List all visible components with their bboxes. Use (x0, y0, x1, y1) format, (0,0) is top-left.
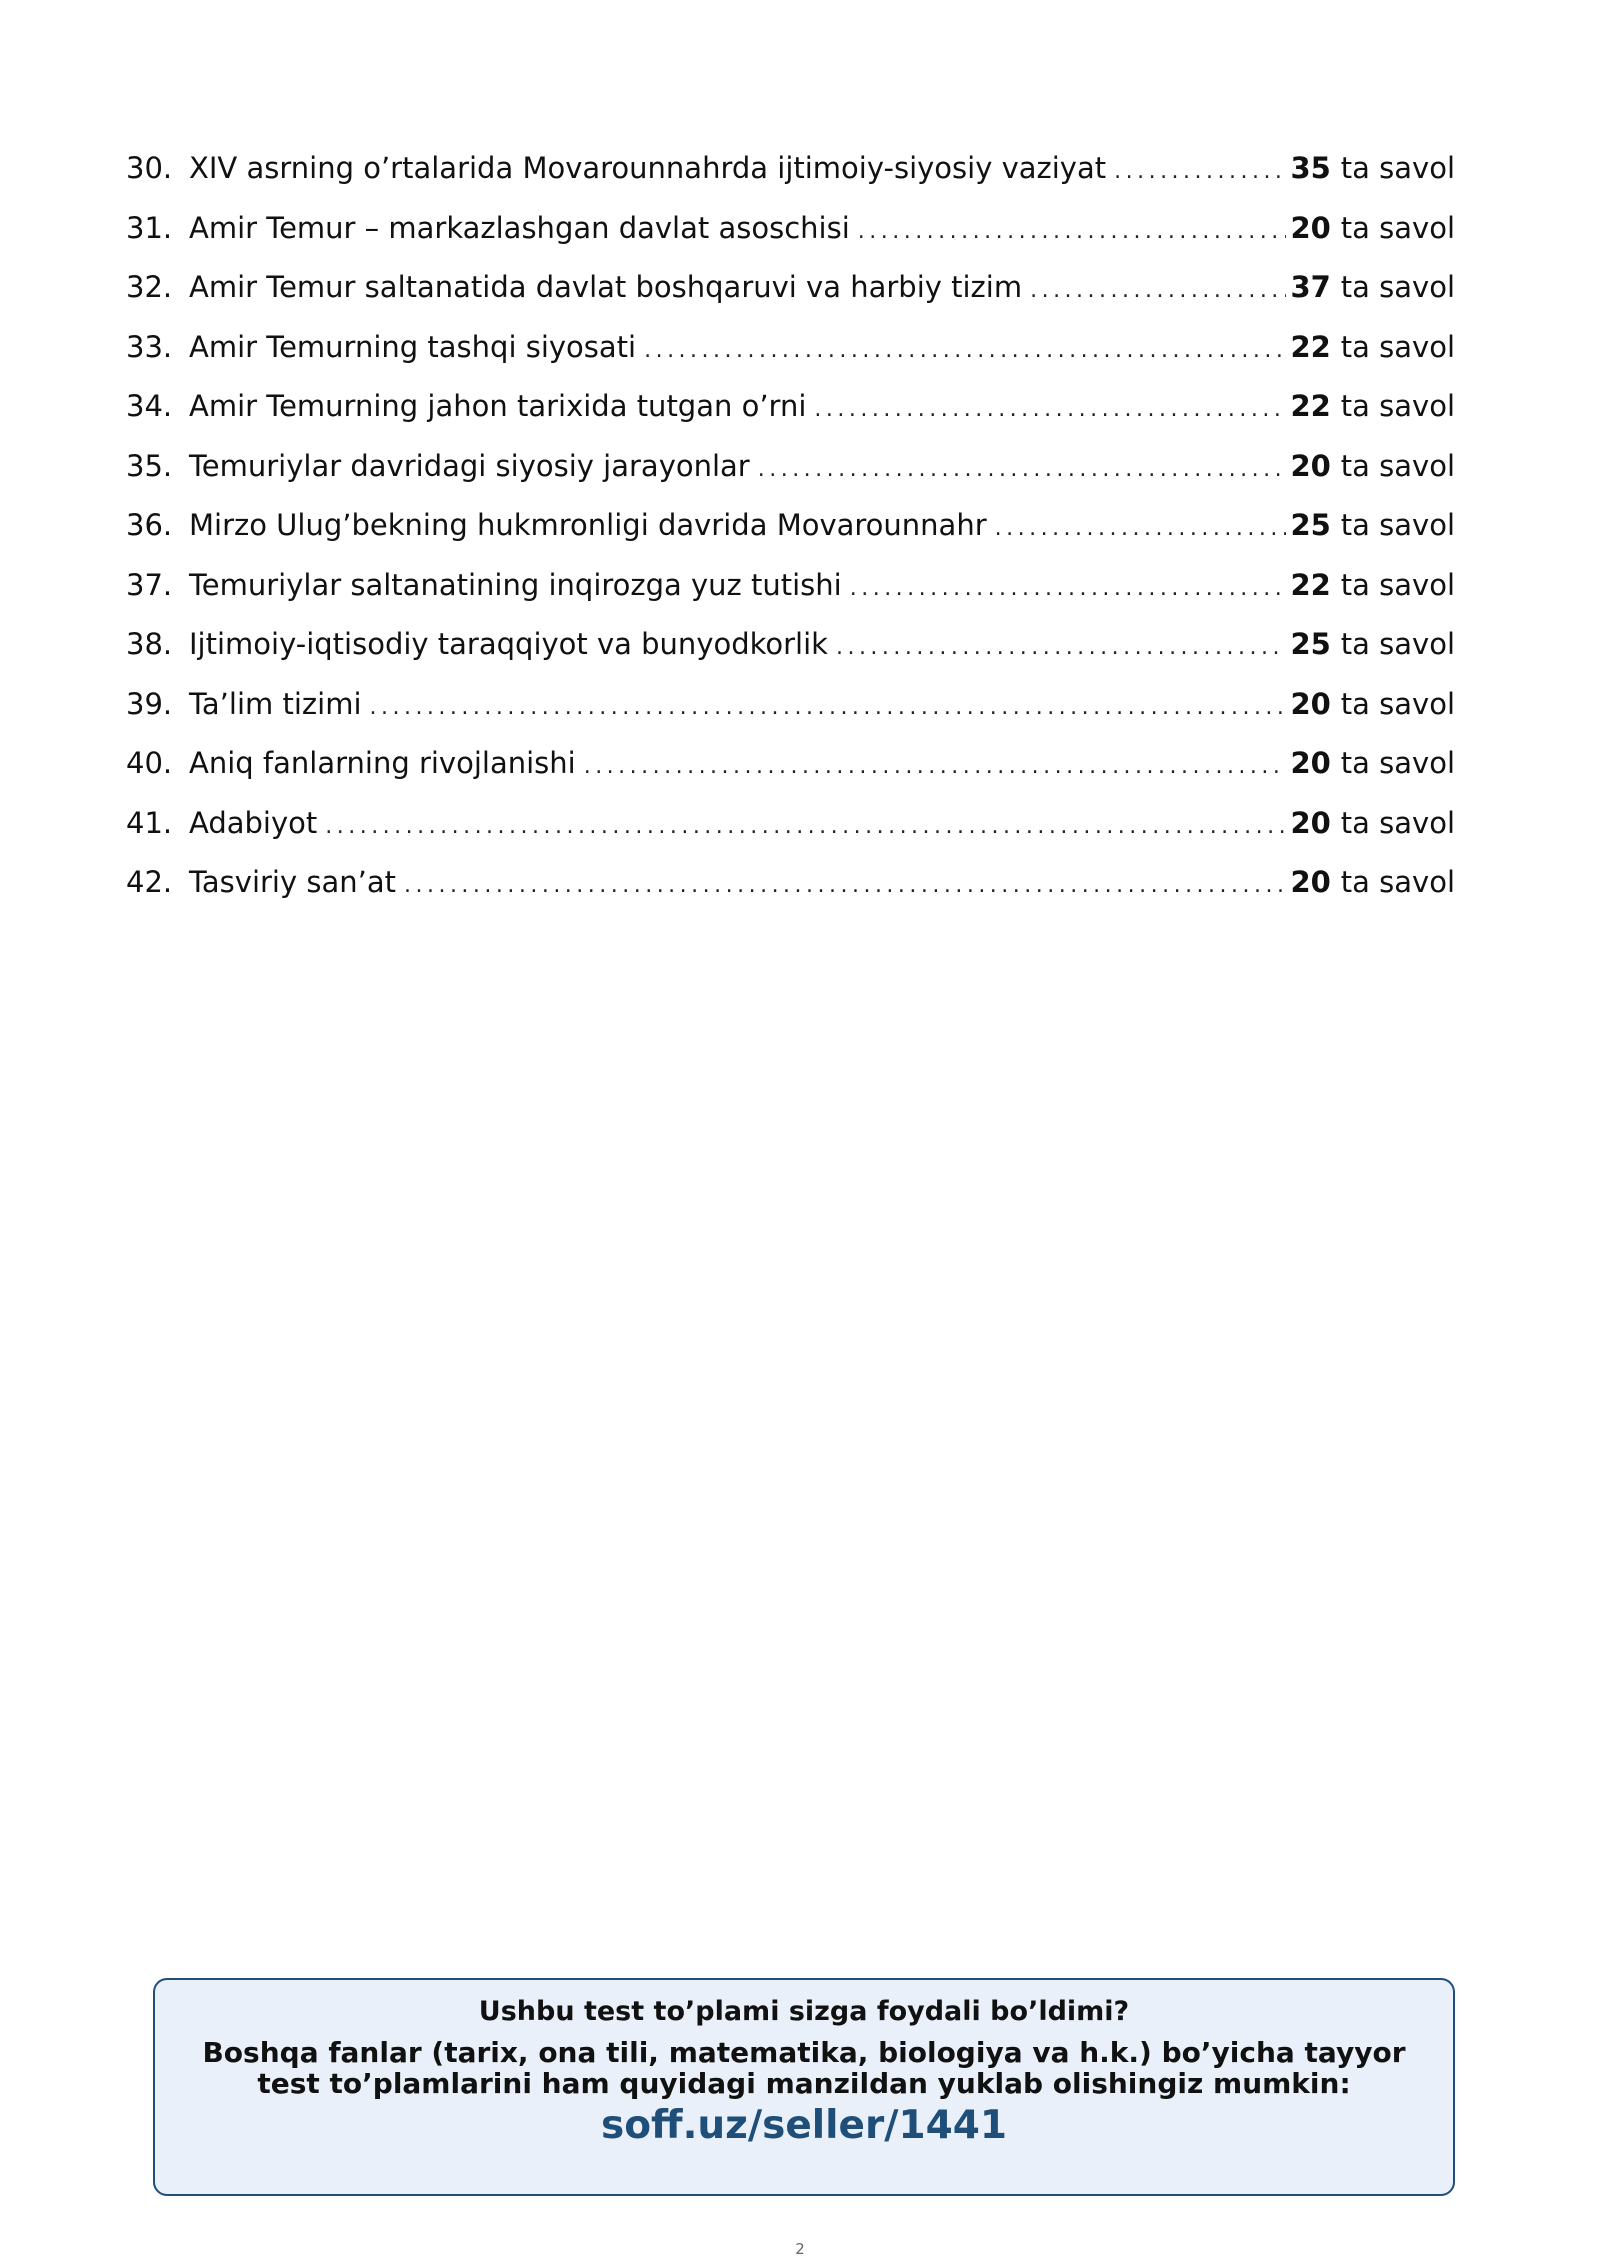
toc-question-count: 25 (1290, 627, 1331, 661)
toc-number: 42. (126, 865, 173, 899)
toc-unit: ta savol (1340, 329, 1455, 364)
toc-row-30[interactable] (126, 148, 1455, 208)
toc-number: 32. (126, 270, 173, 304)
toc-leader-dots (836, 628, 1286, 668)
toc-row-31[interactable] (126, 208, 1455, 268)
toc-title: Temuriylar davridagi siyosiy jarayonlar (189, 448, 750, 483)
toc-leader-dots (758, 450, 1287, 490)
toc-number: 41. (126, 805, 173, 840)
toc-question-count: 22 (1290, 389, 1331, 423)
toc-unit: ta savol (1340, 627, 1455, 661)
toc-leader-dots (858, 212, 1287, 252)
toc-number: 34. (126, 389, 173, 423)
toc-row-34[interactable] (126, 386, 1455, 446)
toc-title: Adabiyot (189, 805, 318, 840)
toc-title: Aniq fanlarning rivojlanishi (189, 746, 576, 780)
toc-leader-dots (995, 509, 1287, 549)
toc-row-37[interactable] (126, 565, 1455, 625)
toc-title: Ta’lim tizimi (189, 686, 362, 721)
toc-leader-dots (644, 331, 1286, 371)
toc-title: Mirzo Ulug’bekning hukmronligi davrida Movarounnahr (189, 508, 987, 542)
toc-question-count: 37 (1290, 270, 1331, 304)
toc-question-count: 25 (1290, 508, 1331, 542)
toc-leader-dots (1114, 152, 1286, 192)
toc-title: Amir Temurning tashqi siyosati (189, 329, 637, 364)
promo-text: Boshqa fanlar (tarix, ona tili, matematika, biologiya va h.k.) bo’yicha tayyor test to’plamlarini ham quyidagi manzildan yuklab olishingiz mumkin: (202, 2036, 1406, 2100)
toc-question-count: 20 (1290, 686, 1331, 721)
toc-number: 38. (126, 627, 173, 661)
toc-unit: ta savol (1340, 567, 1455, 602)
toc-question-count: 20 (1290, 448, 1331, 483)
toc-question-count: 20 (1290, 746, 1331, 780)
toc-leader-dots (404, 866, 1286, 906)
toc-row-36[interactable] (126, 505, 1455, 565)
toc-question-count: 20 (1290, 210, 1331, 245)
toc-unit: ta savol (1340, 389, 1455, 423)
toc-row-32[interactable] (126, 267, 1455, 327)
toc-row-42[interactable] (126, 862, 1455, 922)
table-of-contents (126, 148, 1455, 922)
toc-number: 36. (126, 508, 173, 542)
toc-unit: ta savol (1340, 686, 1455, 721)
promo-box (153, 1978, 1455, 2196)
toc-title: Amir Temur – markazlashgan davlat asoschisi (189, 210, 850, 245)
toc-row-41[interactable] (126, 803, 1455, 863)
toc-leader-dots (370, 688, 1287, 728)
toc-number: 31. (126, 210, 173, 245)
toc-row-38[interactable] (126, 624, 1455, 684)
toc-title: Amir Temurning jahon tarixida tutgan o’rni (189, 389, 807, 423)
toc-row-39[interactable] (126, 684, 1455, 744)
toc-unit: ta savol (1340, 805, 1455, 840)
toc-number: 30. (126, 151, 173, 185)
toc-title: XIV asrning o’rtalarida Movarounnahrda ijtimoiy-siyosiy vaziyat (189, 151, 1107, 185)
toc-leader-dots (584, 747, 1287, 787)
toc-number: 35. (126, 448, 173, 483)
toc-unit: ta savol (1340, 270, 1455, 304)
promo-question: Ushbu test to’plami sizga foydali bo’ldimi? (478, 1996, 1130, 2027)
toc-leader-dots (850, 569, 1287, 609)
toc-title: Tasviriy san’at (189, 865, 396, 899)
toc-title: Ijtimoiy-iqtisodiy taraqqiyot va bunyodkorlik (189, 627, 828, 661)
toc-row-35[interactable] (126, 446, 1455, 506)
toc-leader-dots (1030, 271, 1286, 311)
toc-unit: ta savol (1340, 865, 1455, 899)
toc-row-33[interactable] (126, 327, 1455, 387)
toc-question-count: 20 (1290, 805, 1331, 840)
toc-unit: ta savol (1340, 151, 1455, 185)
page-number: 2 (795, 2240, 805, 2258)
toc-question-count: 20 (1290, 865, 1331, 899)
toc-unit: ta savol (1340, 746, 1455, 780)
toc-unit: ta savol (1340, 508, 1455, 542)
toc-title: Amir Temur saltanatida davlat boshqaruvi va harbiy tizim (189, 270, 1023, 304)
toc-unit: ta savol (1340, 448, 1455, 483)
toc-number: 39. (126, 686, 173, 721)
toc-number: 33. (126, 329, 173, 364)
seller-link[interactable]: soff.uz/seller/1441 (601, 2103, 1007, 2148)
toc-leader-dots (814, 390, 1286, 430)
toc-row-40[interactable] (126, 743, 1455, 803)
toc-number: 37. (126, 567, 173, 602)
toc-question-count: 22 (1290, 567, 1331, 602)
toc-question-count: 22 (1290, 329, 1331, 364)
toc-title: Temuriylar saltanatining inqirozga yuz tutishi (189, 567, 842, 602)
toc-number: 40. (126, 746, 173, 780)
toc-leader-dots (325, 807, 1286, 847)
toc-question-count: 35 (1290, 151, 1331, 185)
toc-unit: ta savol (1340, 210, 1455, 245)
